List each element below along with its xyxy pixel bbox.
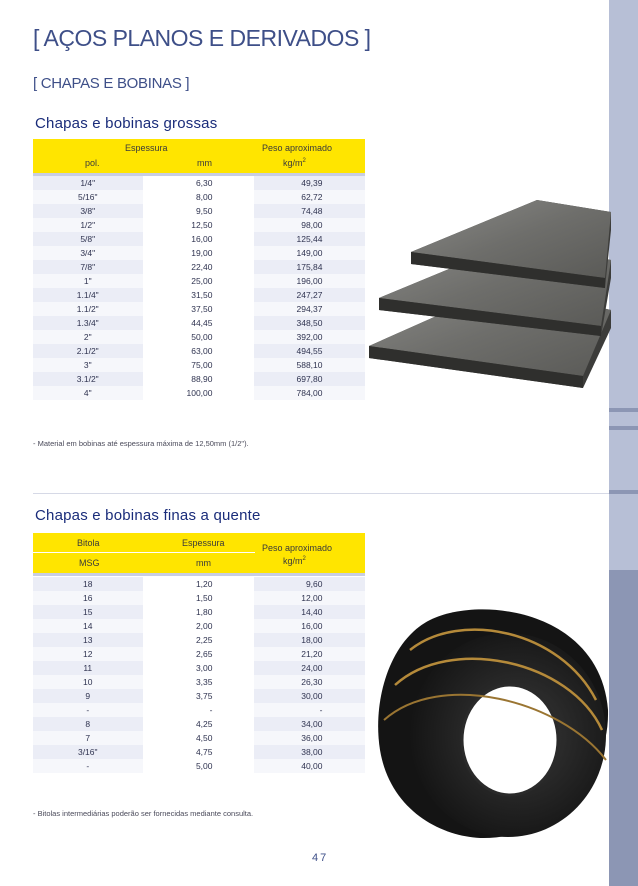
table-row [33, 232, 365, 246]
table-cell: - [143, 703, 253, 717]
table-cell: - [33, 703, 143, 717]
header-pol: pol. [85, 158, 100, 168]
table-cell: 9,50 [143, 204, 253, 218]
table-cell: 2,65 [143, 647, 253, 661]
table-cell: 31,50 [143, 288, 253, 302]
sidebar-segment [609, 0, 638, 408]
table-row [33, 246, 365, 260]
table-cell: 16,00 [143, 232, 253, 246]
table-cell: 40,00 [253, 759, 365, 773]
table-header-grossas [33, 139, 365, 173]
table-row [33, 605, 365, 619]
header-inner-divider [33, 552, 255, 553]
page-edge-bar [609, 0, 638, 886]
header-kgm2 [283, 158, 306, 168]
header-msg: MSG [79, 558, 100, 568]
table-cell: 8,00 [143, 190, 253, 204]
table-cell: 1/2" [33, 218, 143, 232]
table-cell: 125,44 [253, 232, 365, 246]
table-row [33, 591, 365, 605]
table-cell: 5/16" [33, 190, 143, 204]
table-grossas [33, 176, 366, 400]
table-cell: 1.3/4" [33, 316, 143, 330]
table-cell: 4,75 [143, 745, 253, 759]
table-cell: 18,00 [253, 633, 365, 647]
table-cell: 175,84 [253, 260, 365, 274]
table-cell: 149,00 [253, 246, 365, 260]
table-cell: 392,00 [253, 330, 365, 344]
table-cell: 19,00 [143, 246, 253, 260]
table-cell: 44,45 [143, 316, 253, 330]
table-row [33, 190, 365, 204]
table-cell: 74,48 [253, 204, 365, 218]
table-cell: 1.1/4" [33, 288, 143, 302]
page-subtitle: [ CHAPAS E BOBINAS ] [33, 75, 190, 92]
table-cell: 21,20 [253, 647, 365, 661]
table-row [33, 689, 365, 703]
header-bitola: Bitola [77, 538, 100, 548]
table-cell: 25,00 [143, 274, 253, 288]
table-cell: 100,00 [143, 386, 253, 400]
table-cell: 10 [33, 675, 143, 689]
table-cell: 37,50 [143, 302, 253, 316]
table-cell: 16,00 [253, 619, 365, 633]
table-row [33, 288, 365, 302]
header-kgm2-2-sup: 2 [302, 556, 306, 562]
header-kgm2-sup: 2 [302, 158, 306, 164]
table-row [33, 759, 365, 773]
table-cell: 3" [33, 358, 143, 372]
table-cell: 62,72 [253, 190, 365, 204]
table-cell: 1.1/2" [33, 302, 143, 316]
table-cell: 5,00 [143, 759, 253, 773]
table-cell: - [253, 703, 365, 717]
table-cell: 697,80 [253, 372, 365, 386]
sidebar-segment [609, 430, 638, 490]
table-cell: 13 [33, 633, 143, 647]
table-cell: 1,80 [143, 605, 253, 619]
header-espessura: Espessura [125, 143, 168, 153]
table-row [33, 316, 365, 330]
table-row [33, 372, 365, 386]
table-cell: 75,00 [143, 358, 253, 372]
page-number: 47 [312, 852, 329, 864]
table-cell: 3/4" [33, 246, 143, 260]
table-cell: 7 [33, 731, 143, 745]
sidebar-segment [609, 494, 638, 570]
table-cell: 3,35 [143, 675, 253, 689]
table-cell: 1,20 [143, 577, 253, 591]
header-kgm2-2-text: kg/m [283, 556, 303, 566]
steel-coil-image [370, 590, 610, 845]
table-cell: 88,90 [143, 372, 253, 386]
table-row [33, 330, 365, 344]
table-cell: 247,27 [253, 288, 365, 302]
table-cell: 294,37 [253, 302, 365, 316]
table-row [33, 577, 365, 591]
table-cell: 9,60 [253, 577, 365, 591]
section-divider [33, 493, 609, 494]
header-kgm2-2 [283, 556, 306, 566]
header-mm-2: mm [196, 558, 211, 568]
table-cell: 5/8" [33, 232, 143, 246]
table-cell: 4" [33, 386, 143, 400]
section-title-grossas: Chapas e bobinas grossas [35, 115, 218, 132]
table-row [33, 176, 365, 190]
table-cell: 12,00 [253, 591, 365, 605]
table-row [33, 358, 365, 372]
note-grossas: - Material em bobinas até espessura máxima de 12,50mm (1/2"). [33, 439, 249, 448]
table-row [33, 647, 365, 661]
table-cell: 3,00 [143, 661, 253, 675]
table-cell: 14 [33, 619, 143, 633]
table-row [33, 703, 365, 717]
table-row [33, 731, 365, 745]
table-row [33, 745, 365, 759]
table-cell: 348,50 [253, 316, 365, 330]
table-cell: - [33, 759, 143, 773]
table-cell: 588,10 [253, 358, 365, 372]
table-finas [33, 577, 366, 773]
table-cell: 22,40 [143, 260, 253, 274]
table-cell: 15 [33, 605, 143, 619]
header-kgm2-text: kg/m [283, 158, 303, 168]
table-cell: 8 [33, 717, 143, 731]
table-cell: 3,75 [143, 689, 253, 703]
header-band-2 [33, 573, 365, 576]
table-cell: 4,50 [143, 731, 253, 745]
table-cell: 50,00 [143, 330, 253, 344]
table-cell: 36,00 [253, 731, 365, 745]
table-cell: 4,25 [143, 717, 253, 731]
table-cell: 6,30 [143, 176, 253, 190]
table-header-finas [33, 533, 365, 573]
table-row [33, 661, 365, 675]
table-cell: 12 [33, 647, 143, 661]
table-row [33, 619, 365, 633]
page-title: [ AÇOS PLANOS E DERIVADOS ] [33, 25, 371, 51]
table-cell: 196,00 [253, 274, 365, 288]
table-row [33, 633, 365, 647]
table-cell: 1,50 [143, 591, 253, 605]
table-cell: 3.1/2" [33, 372, 143, 386]
table-cell: 2" [33, 330, 143, 344]
sidebar-segment [609, 412, 638, 426]
table-cell: 11 [33, 661, 143, 675]
table-cell: 34,00 [253, 717, 365, 731]
table-row [33, 274, 365, 288]
table-cell: 30,00 [253, 689, 365, 703]
table-row [33, 218, 365, 232]
table-cell: 3/16" [33, 745, 143, 759]
table-row [33, 344, 365, 358]
table-cell: 9 [33, 689, 143, 703]
header-espessura-2: Espessura [182, 538, 225, 548]
table-cell: 494,55 [253, 344, 365, 358]
table-cell: 12,50 [143, 218, 253, 232]
section-title-finas: Chapas e bobinas finas a quente [35, 507, 261, 524]
table-row [33, 717, 365, 731]
table-cell: 26,30 [253, 675, 365, 689]
table-cell: 1" [33, 274, 143, 288]
table-cell: 2,00 [143, 619, 253, 633]
table-cell: 63,00 [143, 344, 253, 358]
table-cell: 24,00 [253, 661, 365, 675]
table-row [33, 302, 365, 316]
table-row [33, 675, 365, 689]
header-mm: mm [197, 158, 212, 168]
table-cell: 14,40 [253, 605, 365, 619]
table-cell: 98,00 [253, 218, 365, 232]
table-row [33, 204, 365, 218]
table-cell: 3/8" [33, 204, 143, 218]
header-peso-2: Peso aproximado [262, 543, 333, 553]
steel-plates-image [369, 198, 611, 390]
table-cell: 38,00 [253, 745, 365, 759]
table-cell: 16 [33, 591, 143, 605]
table-cell: 2,25 [143, 633, 253, 647]
header-peso: Peso aproximado [262, 143, 333, 153]
table-row [33, 260, 365, 274]
table-cell: 2.1/2" [33, 344, 143, 358]
table-row [33, 386, 365, 400]
table-cell: 7/8" [33, 260, 143, 274]
table-cell: 1/4" [33, 176, 143, 190]
table-cell: 49,39 [253, 176, 365, 190]
table-cell: 784,00 [253, 386, 365, 400]
table-cell: 18 [33, 577, 143, 591]
note-finas: - Bitolas intermediárias poderão ser fornecidas mediante consulta. [33, 809, 254, 818]
